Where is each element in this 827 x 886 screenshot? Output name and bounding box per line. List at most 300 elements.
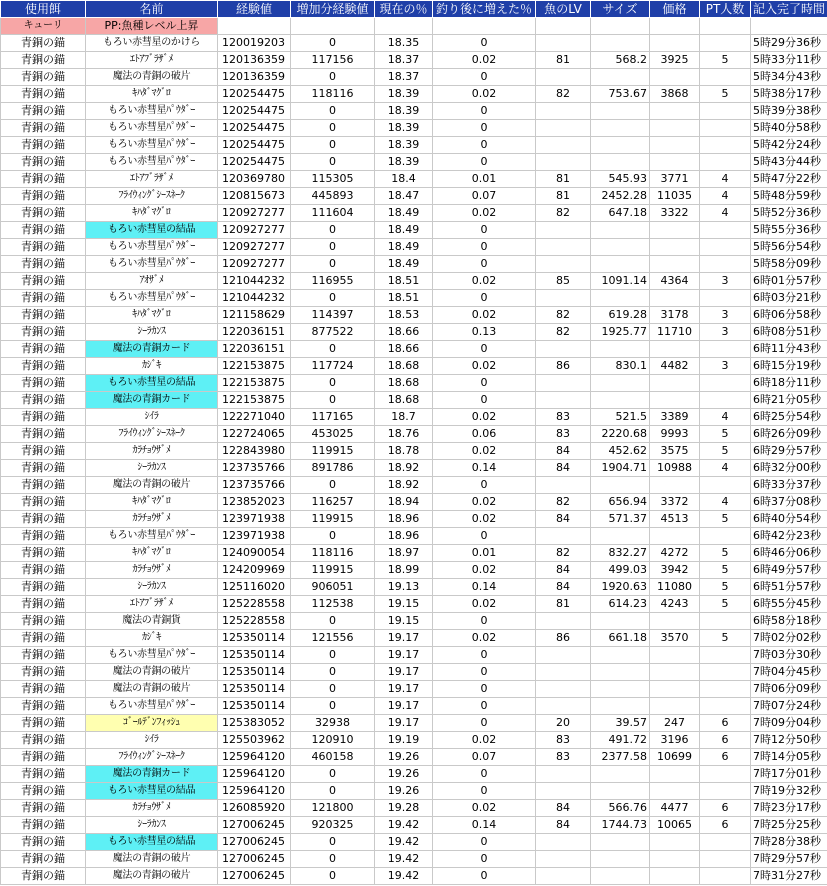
cell-gain[interactable]: 0 bbox=[291, 647, 375, 664]
cell-current-pct[interactable]: 18.37 bbox=[375, 69, 433, 86]
cell-pt-count[interactable] bbox=[700, 375, 751, 392]
cell-size[interactable]: 568.2 bbox=[591, 52, 650, 69]
cell-gain[interactable]: 0 bbox=[291, 477, 375, 494]
cell-fish-lv[interactable]: 82 bbox=[536, 324, 591, 341]
cell-bait[interactable]: 青銅の錨 bbox=[1, 358, 86, 375]
cell-time[interactable]: 5時58分09秒 bbox=[751, 256, 827, 273]
header-price[interactable]: 価格 bbox=[650, 1, 700, 18]
cell-size[interactable] bbox=[591, 103, 650, 120]
cell-name[interactable]: ﾌﾗｲｳｨﾝｸﾞｼｰｽﾈｰｸ bbox=[86, 749, 218, 766]
cell-increase-pct[interactable]: 0 bbox=[433, 477, 536, 494]
cell-time[interactable]: 5時38分17秒 bbox=[751, 86, 827, 103]
cell-current-pct[interactable]: 19.28 bbox=[375, 800, 433, 817]
cell-pt-count[interactable]: 5 bbox=[700, 545, 751, 562]
cell-bait[interactable]: 青銅の錨 bbox=[1, 664, 86, 681]
cell-pt-count[interactable] bbox=[700, 69, 751, 86]
cell-fish-lv[interactable] bbox=[536, 783, 591, 800]
cell-pt-count[interactable]: 4 bbox=[700, 494, 751, 511]
cell-increase-pct[interactable]: 0 bbox=[433, 834, 536, 851]
cell-bait[interactable]: 青銅の錨 bbox=[1, 324, 86, 341]
cell-exp[interactable]: 121044232 bbox=[218, 290, 291, 307]
cell-name[interactable]: もろい赤彗星ﾊﾟｳﾀﾞｰ bbox=[86, 103, 218, 120]
cell-gain[interactable]: 0 bbox=[291, 103, 375, 120]
cell-current-pct[interactable]: 18.92 bbox=[375, 477, 433, 494]
cell-current-pct[interactable]: 19.26 bbox=[375, 766, 433, 783]
cell-increase-pct[interactable]: 0.02 bbox=[433, 52, 536, 69]
cell-fish-lv[interactable]: 83 bbox=[536, 749, 591, 766]
cell-size[interactable]: 452.62 bbox=[591, 443, 650, 460]
cell-exp[interactable]: 125964120 bbox=[218, 766, 291, 783]
cell-fish-lv[interactable]: 82 bbox=[536, 307, 591, 324]
cell-increase-pct[interactable]: 0.02 bbox=[433, 409, 536, 426]
cell-pt-count[interactable] bbox=[700, 477, 751, 494]
cell-time[interactable]: 7時25分25秒 bbox=[751, 817, 827, 834]
cell-fish-lv[interactable] bbox=[536, 647, 591, 664]
cell-name[interactable]: ｷﾊﾀﾞﾏｸﾞﾛ bbox=[86, 307, 218, 324]
table-cell[interactable] bbox=[591, 18, 650, 35]
cell-gain[interactable]: 116257 bbox=[291, 494, 375, 511]
cell-pt-count[interactable]: 6 bbox=[700, 800, 751, 817]
cell-name[interactable]: 魔法の青銅の破片 bbox=[86, 681, 218, 698]
cell-size[interactable]: 545.93 bbox=[591, 171, 650, 188]
cell-increase-pct[interactable]: 0.14 bbox=[433, 579, 536, 596]
header-size[interactable]: サイズ bbox=[591, 1, 650, 18]
cell-gain[interactable]: 891786 bbox=[291, 460, 375, 477]
cell-time[interactable]: 5時52分36秒 bbox=[751, 205, 827, 222]
cell-time[interactable]: 5時48分59秒 bbox=[751, 188, 827, 205]
cell-gain[interactable]: 0 bbox=[291, 783, 375, 800]
table-cell[interactable] bbox=[536, 18, 591, 35]
cell-fish-lv[interactable] bbox=[536, 222, 591, 239]
cell-fish-lv[interactable]: 84 bbox=[536, 817, 591, 834]
cell-price[interactable]: 3868 bbox=[650, 86, 700, 103]
cell-pt-count[interactable] bbox=[700, 766, 751, 783]
cell-time[interactable]: 5時34分43秒 bbox=[751, 69, 827, 86]
cell-gain[interactable]: 0 bbox=[291, 290, 375, 307]
cell-gain[interactable]: 0 bbox=[291, 664, 375, 681]
table-cell[interactable] bbox=[433, 18, 536, 35]
cell-name[interactable]: ｼｲﾗ bbox=[86, 732, 218, 749]
cell-current-pct[interactable]: 19.42 bbox=[375, 851, 433, 868]
cell-time[interactable]: 6時21分05秒 bbox=[751, 392, 827, 409]
cell-pt-count[interactable]: 5 bbox=[700, 630, 751, 647]
header-time[interactable]: 記入完了時間 bbox=[751, 1, 827, 18]
cell-current-pct[interactable]: 19.19 bbox=[375, 732, 433, 749]
cell-exp[interactable]: 123971938 bbox=[218, 511, 291, 528]
cell-bait[interactable]: 青銅の錨 bbox=[1, 443, 86, 460]
cell-price[interactable]: 11080 bbox=[650, 579, 700, 596]
cell-name[interactable]: ｼｰﾗｶﾝｽ bbox=[86, 324, 218, 341]
cell-time[interactable]: 6時33分37秒 bbox=[751, 477, 827, 494]
cell-price[interactable] bbox=[650, 256, 700, 273]
cell-current-pct[interactable]: 18.49 bbox=[375, 239, 433, 256]
cell-gain[interactable]: 0 bbox=[291, 120, 375, 137]
cell-time[interactable]: 6時55分45秒 bbox=[751, 596, 827, 613]
cell-price[interactable]: 10699 bbox=[650, 749, 700, 766]
cell-gain[interactable]: 121556 bbox=[291, 630, 375, 647]
cell-exp[interactable]: 124209969 bbox=[218, 562, 291, 579]
cell-price[interactable] bbox=[650, 392, 700, 409]
cell-pt-count[interactable]: 4 bbox=[700, 460, 751, 477]
cell-fish-lv[interactable]: 20 bbox=[536, 715, 591, 732]
cell-gain[interactable]: 114397 bbox=[291, 307, 375, 324]
cell-current-pct[interactable]: 18.4 bbox=[375, 171, 433, 188]
cell-price[interactable] bbox=[650, 120, 700, 137]
cell-current-pct[interactable]: 19.17 bbox=[375, 698, 433, 715]
cell-fish-lv[interactable]: 84 bbox=[536, 562, 591, 579]
cell-fish-lv[interactable]: 82 bbox=[536, 205, 591, 222]
cell-exp[interactable]: 120136359 bbox=[218, 52, 291, 69]
cell-current-pct[interactable]: 18.51 bbox=[375, 273, 433, 290]
cell-bait[interactable]: 青銅の錨 bbox=[1, 494, 86, 511]
cell-name[interactable]: ｶﾗﾁｮｳｻﾞﾒ bbox=[86, 511, 218, 528]
cell-bait[interactable]: 青銅の錨 bbox=[1, 630, 86, 647]
cell-pt-count[interactable]: 5 bbox=[700, 52, 751, 69]
cell-time[interactable]: 6時08分51秒 bbox=[751, 324, 827, 341]
cell-name[interactable]: もろい赤彗星ﾊﾟｳﾀﾞｰ bbox=[86, 698, 218, 715]
cell-exp[interactable]: 123735766 bbox=[218, 460, 291, 477]
cell-name[interactable]: もろい赤彗星ﾊﾟｳﾀﾞｰ bbox=[86, 256, 218, 273]
cell-time[interactable]: 5時39分38秒 bbox=[751, 103, 827, 120]
cell-exp[interactable]: 125350114 bbox=[218, 664, 291, 681]
cell-fish-lv[interactable] bbox=[536, 766, 591, 783]
cell-current-pct[interactable]: 18.49 bbox=[375, 222, 433, 239]
cell-exp[interactable]: 120019203 bbox=[218, 35, 291, 52]
cell-increase-pct[interactable]: 0 bbox=[433, 222, 536, 239]
cell-exp[interactable]: 120254475 bbox=[218, 137, 291, 154]
cell-name[interactable]: ｴﾄｱﾌﾞﾗｻﾞﾒ bbox=[86, 596, 218, 613]
cell-bait[interactable]: 青銅の錨 bbox=[1, 681, 86, 698]
cell-time[interactable]: 6時49分57秒 bbox=[751, 562, 827, 579]
cell-time[interactable]: 6時51分57秒 bbox=[751, 579, 827, 596]
cell-price[interactable]: 3389 bbox=[650, 409, 700, 426]
cell-name[interactable]: ｱｵｻﾞﾒ bbox=[86, 273, 218, 290]
cell-current-pct[interactable]: 18.47 bbox=[375, 188, 433, 205]
cell-current-pct[interactable]: 19.17 bbox=[375, 681, 433, 698]
cell-gain[interactable]: 0 bbox=[291, 69, 375, 86]
cell-exp[interactable]: 125350114 bbox=[218, 698, 291, 715]
cell-name[interactable]: もろい赤彗星の結晶 bbox=[86, 375, 218, 392]
cell-fish-lv[interactable] bbox=[536, 69, 591, 86]
cell-bait[interactable]: 青銅の錨 bbox=[1, 528, 86, 545]
cell-time[interactable]: 7時07分24秒 bbox=[751, 698, 827, 715]
cell-name[interactable]: 魔法の青銅カード bbox=[86, 392, 218, 409]
cell-pt-count[interactable] bbox=[700, 256, 751, 273]
cell-gain[interactable]: 117724 bbox=[291, 358, 375, 375]
cell-size[interactable] bbox=[591, 69, 650, 86]
cell-time[interactable]: 7時31分27秒 bbox=[751, 868, 827, 885]
cell-current-pct[interactable]: 19.26 bbox=[375, 783, 433, 800]
cell-size[interactable] bbox=[591, 698, 650, 715]
cell-time[interactable]: 6時25分54秒 bbox=[751, 409, 827, 426]
cell-exp[interactable]: 120369780 bbox=[218, 171, 291, 188]
cell-increase-pct[interactable]: 0.02 bbox=[433, 494, 536, 511]
cell-size[interactable] bbox=[591, 477, 650, 494]
cell-gain[interactable]: 0 bbox=[291, 35, 375, 52]
cell-exp[interactable]: 123735766 bbox=[218, 477, 291, 494]
cell-current-pct[interactable]: 19.13 bbox=[375, 579, 433, 596]
cell-name[interactable]: ｼｰﾗｶﾝｽ bbox=[86, 817, 218, 834]
cell-current-pct[interactable]: 18.66 bbox=[375, 341, 433, 358]
cell-exp[interactable]: 124090054 bbox=[218, 545, 291, 562]
cell-current-pct[interactable]: 18.51 bbox=[375, 290, 433, 307]
cell-exp[interactable]: 122153875 bbox=[218, 358, 291, 375]
cell-bait[interactable]: 青銅の錨 bbox=[1, 290, 86, 307]
cell-fish-lv[interactable] bbox=[536, 477, 591, 494]
cell-gain[interactable]: 116955 bbox=[291, 273, 375, 290]
cell-fish-lv[interactable]: 86 bbox=[536, 358, 591, 375]
cell-time[interactable]: 7時28分38秒 bbox=[751, 834, 827, 851]
cell-name[interactable]: もろい赤彗星のかけら bbox=[86, 35, 218, 52]
cell-exp[interactable]: 121044232 bbox=[218, 273, 291, 290]
cell-bait[interactable]: 青銅の錨 bbox=[1, 868, 86, 885]
cell-price[interactable]: 247 bbox=[650, 715, 700, 732]
cell-time[interactable]: 6時37分08秒 bbox=[751, 494, 827, 511]
cell-name[interactable]: ｷﾊﾀﾞﾏｸﾞﾛ bbox=[86, 545, 218, 562]
cell-exp[interactable]: 125350114 bbox=[218, 630, 291, 647]
cell-fish-lv[interactable] bbox=[536, 664, 591, 681]
cell-price[interactable] bbox=[650, 341, 700, 358]
cell-fish-lv[interactable] bbox=[536, 290, 591, 307]
cell-bait[interactable]: 青銅の錨 bbox=[1, 239, 86, 256]
cell-name[interactable]: もろい赤彗星ﾊﾟｳﾀﾞｰ bbox=[86, 154, 218, 171]
cell-pt-count[interactable] bbox=[700, 664, 751, 681]
cell-size[interactable] bbox=[591, 154, 650, 171]
cell-pt-count[interactable] bbox=[700, 783, 751, 800]
cell-time[interactable]: 7時03分30秒 bbox=[751, 647, 827, 664]
cell-price[interactable]: 3372 bbox=[650, 494, 700, 511]
cell-size[interactable] bbox=[591, 647, 650, 664]
cell-fish-lv[interactable]: 84 bbox=[536, 443, 591, 460]
cell-bait[interactable]: 青銅の錨 bbox=[1, 579, 86, 596]
cell-pt-count[interactable]: 5 bbox=[700, 579, 751, 596]
cell-price[interactable] bbox=[650, 766, 700, 783]
cell-price[interactable] bbox=[650, 613, 700, 630]
cell-name[interactable]: ﾌﾗｲｳｨﾝｸﾞｼｰｽﾈｰｸ bbox=[86, 188, 218, 205]
cell-pt-count[interactable]: 5 bbox=[700, 562, 751, 579]
cell-size[interactable]: 614.23 bbox=[591, 596, 650, 613]
cell-size[interactable]: 2377.58 bbox=[591, 749, 650, 766]
cell-size[interactable] bbox=[591, 290, 650, 307]
cell-price[interactable]: 3925 bbox=[650, 52, 700, 69]
cell-size[interactable]: 832.27 bbox=[591, 545, 650, 562]
cell-bait[interactable]: 青銅の錨 bbox=[1, 171, 86, 188]
cell-bait[interactable]: 青銅の錨 bbox=[1, 205, 86, 222]
cell-price[interactable] bbox=[650, 698, 700, 715]
cell-pt-count[interactable]: 3 bbox=[700, 324, 751, 341]
cell-price[interactable] bbox=[650, 154, 700, 171]
cell-price[interactable]: 4482 bbox=[650, 358, 700, 375]
cell-increase-pct[interactable]: 0.01 bbox=[433, 545, 536, 562]
cell-current-pct[interactable]: 18.68 bbox=[375, 358, 433, 375]
cell-fish-lv[interactable] bbox=[536, 35, 591, 52]
cell-pt-count[interactable]: 5 bbox=[700, 443, 751, 460]
cell-size[interactable] bbox=[591, 613, 650, 630]
cell-fish-lv[interactable] bbox=[536, 698, 591, 715]
cell-time[interactable]: 5時47分22秒 bbox=[751, 171, 827, 188]
cell-size[interactable] bbox=[591, 392, 650, 409]
cell-increase-pct[interactable]: 0.02 bbox=[433, 273, 536, 290]
cell-increase-pct[interactable]: 0 bbox=[433, 35, 536, 52]
cell-price[interactable] bbox=[650, 834, 700, 851]
cell-gain[interactable]: 119915 bbox=[291, 511, 375, 528]
cell-gain[interactable]: 0 bbox=[291, 528, 375, 545]
cell-name[interactable]: もろい赤彗星ﾊﾟｳﾀﾞｰ bbox=[86, 120, 218, 137]
cell-size[interactable] bbox=[591, 783, 650, 800]
cell-increase-pct[interactable]: 0.02 bbox=[433, 511, 536, 528]
cell-bait[interactable]: 青銅の錨 bbox=[1, 188, 86, 205]
cell-price[interactable] bbox=[650, 868, 700, 885]
cell-exp[interactable]: 125964120 bbox=[218, 783, 291, 800]
cell-bait[interactable]: 青銅の錨 bbox=[1, 698, 86, 715]
cell-exp[interactable]: 125228558 bbox=[218, 596, 291, 613]
cell-pt-count[interactable]: 4 bbox=[700, 205, 751, 222]
cell-gain[interactable]: 117165 bbox=[291, 409, 375, 426]
cell-exp[interactable]: 127006245 bbox=[218, 868, 291, 885]
cell-bait[interactable]: 青銅の錨 bbox=[1, 86, 86, 103]
cell-fish-lv[interactable]: 86 bbox=[536, 630, 591, 647]
cell-size[interactable] bbox=[591, 851, 650, 868]
cell-size[interactable] bbox=[591, 256, 650, 273]
cell-increase-pct[interactable]: 0 bbox=[433, 137, 536, 154]
cell-fish-lv[interactable]: 85 bbox=[536, 273, 591, 290]
cell-increase-pct[interactable]: 0.02 bbox=[433, 358, 536, 375]
cell-increase-pct[interactable]: 0.07 bbox=[433, 188, 536, 205]
cell-exp[interactable]: 120815673 bbox=[218, 188, 291, 205]
cell-time[interactable]: 7時09分04秒 bbox=[751, 715, 827, 732]
cell-size[interactable] bbox=[591, 120, 650, 137]
cell-increase-pct[interactable]: 0 bbox=[433, 681, 536, 698]
cell-fish-lv[interactable] bbox=[536, 681, 591, 698]
cell-gain[interactable]: 0 bbox=[291, 613, 375, 630]
cell-name[interactable]: もろい赤彗星ﾊﾟｳﾀﾞｰ bbox=[86, 290, 218, 307]
cell-fish-lv[interactable]: 84 bbox=[536, 460, 591, 477]
cell-time[interactable]: 5時56分54秒 bbox=[751, 239, 827, 256]
cell-current-pct[interactable]: 18.78 bbox=[375, 443, 433, 460]
cell-size[interactable]: 1091.14 bbox=[591, 273, 650, 290]
cell-time[interactable]: 5時40分58秒 bbox=[751, 120, 827, 137]
cell-gain[interactable]: 920325 bbox=[291, 817, 375, 834]
cell-fish-lv[interactable]: 82 bbox=[536, 494, 591, 511]
cell-price[interactable] bbox=[650, 103, 700, 120]
cell-price[interactable]: 11710 bbox=[650, 324, 700, 341]
cell-current-pct[interactable]: 18.53 bbox=[375, 307, 433, 324]
cell-increase-pct[interactable]: 0 bbox=[433, 698, 536, 715]
header-name[interactable]: 名前 bbox=[86, 1, 218, 18]
cell-bait[interactable]: 青銅の錨 bbox=[1, 426, 86, 443]
cell-current-pct[interactable]: 18.68 bbox=[375, 392, 433, 409]
cell-bait[interactable]: 青銅の錨 bbox=[1, 69, 86, 86]
cell-fish-lv[interactable] bbox=[536, 103, 591, 120]
cell-name[interactable]: ｺﾞｰﾙﾃﾞﾝﾌｨｯｼｭ bbox=[86, 715, 218, 732]
cell-increase-pct[interactable]: 0 bbox=[433, 341, 536, 358]
cell-size[interactable]: 499.03 bbox=[591, 562, 650, 579]
cell-size[interactable] bbox=[591, 868, 650, 885]
cell-pt-count[interactable]: 5 bbox=[700, 426, 751, 443]
cell-size[interactable]: 619.28 bbox=[591, 307, 650, 324]
cell-pt-count[interactable]: 6 bbox=[700, 732, 751, 749]
cell-exp[interactable]: 120927277 bbox=[218, 222, 291, 239]
cell-time[interactable]: 6時18分11秒 bbox=[751, 375, 827, 392]
cell-fish-lv[interactable] bbox=[536, 613, 591, 630]
cell-exp[interactable]: 120254475 bbox=[218, 86, 291, 103]
cell-name[interactable]: もろい赤彗星ﾊﾟｳﾀﾞｰ bbox=[86, 647, 218, 664]
cell-time[interactable]: 7時02分02秒 bbox=[751, 630, 827, 647]
cell-current-pct[interactable]: 18.92 bbox=[375, 460, 433, 477]
cell-size[interactable]: 39.57 bbox=[591, 715, 650, 732]
cell-current-pct[interactable]: 18.49 bbox=[375, 256, 433, 273]
cell-increase-pct[interactable]: 0 bbox=[433, 103, 536, 120]
cell-time[interactable]: 6時06分58秒 bbox=[751, 307, 827, 324]
cell-time[interactable]: 5時43分44秒 bbox=[751, 154, 827, 171]
cell-pt-count[interactable] bbox=[700, 613, 751, 630]
cell-price[interactable] bbox=[650, 69, 700, 86]
cell-pt-count[interactable]: 3 bbox=[700, 307, 751, 324]
cell-pt-count[interactable] bbox=[700, 834, 751, 851]
cell-time[interactable]: 6時15分19秒 bbox=[751, 358, 827, 375]
cell-name[interactable]: ｷﾊﾀﾞﾏｸﾞﾛ bbox=[86, 494, 218, 511]
cell-name[interactable]: ｷﾊﾀﾞﾏｸﾞﾛ bbox=[86, 205, 218, 222]
cell-fish-lv[interactable] bbox=[536, 120, 591, 137]
cell-current-pct[interactable]: 19.15 bbox=[375, 613, 433, 630]
cell-gain[interactable]: 112538 bbox=[291, 596, 375, 613]
cell-size[interactable]: 1920.63 bbox=[591, 579, 650, 596]
cell-fish-lv[interactable] bbox=[536, 851, 591, 868]
cell-price[interactable] bbox=[650, 239, 700, 256]
cell-fish-lv[interactable] bbox=[536, 834, 591, 851]
cell-increase-pct[interactable]: 0.02 bbox=[433, 562, 536, 579]
cell-increase-pct[interactable]: 0 bbox=[433, 69, 536, 86]
cell-bait[interactable]: 青銅の錨 bbox=[1, 375, 86, 392]
cell-pt-count[interactable] bbox=[700, 341, 751, 358]
cell-time[interactable]: 7時06分09秒 bbox=[751, 681, 827, 698]
cell-current-pct[interactable]: 18.39 bbox=[375, 154, 433, 171]
note-text[interactable]: PP:魚種レベル上昇 bbox=[86, 18, 218, 35]
cell-fish-lv[interactable]: 83 bbox=[536, 426, 591, 443]
cell-size[interactable]: 1904.71 bbox=[591, 460, 650, 477]
cell-size[interactable] bbox=[591, 341, 650, 358]
cell-pt-count[interactable] bbox=[700, 222, 751, 239]
cell-pt-count[interactable]: 6 bbox=[700, 817, 751, 834]
cell-fish-lv[interactable] bbox=[536, 341, 591, 358]
cell-pt-count[interactable] bbox=[700, 698, 751, 715]
cell-name[interactable]: ｼｰﾗｶﾝｽ bbox=[86, 579, 218, 596]
cell-gain[interactable]: 0 bbox=[291, 154, 375, 171]
cell-price[interactable]: 9993 bbox=[650, 426, 700, 443]
cell-bait[interactable]: 青銅の錨 bbox=[1, 477, 86, 494]
cell-price[interactable]: 10065 bbox=[650, 817, 700, 834]
cell-fish-lv[interactable] bbox=[536, 239, 591, 256]
cell-increase-pct[interactable]: 0 bbox=[433, 647, 536, 664]
cell-bait[interactable]: 青銅の錨 bbox=[1, 307, 86, 324]
cell-pt-count[interactable] bbox=[700, 647, 751, 664]
cell-price[interactable] bbox=[650, 35, 700, 52]
cell-pt-count[interactable]: 3 bbox=[700, 358, 751, 375]
cell-fish-lv[interactable]: 83 bbox=[536, 409, 591, 426]
cell-gain[interactable]: 121800 bbox=[291, 800, 375, 817]
cell-name[interactable]: 魔法の青銅の破片 bbox=[86, 664, 218, 681]
cell-size[interactable]: 753.67 bbox=[591, 86, 650, 103]
cell-bait[interactable]: 青銅の錨 bbox=[1, 851, 86, 868]
cell-increase-pct[interactable]: 0.13 bbox=[433, 324, 536, 341]
cell-bait[interactable]: 青銅の錨 bbox=[1, 596, 86, 613]
cell-bait[interactable]: 青銅の錨 bbox=[1, 120, 86, 137]
cell-gain[interactable]: 445893 bbox=[291, 188, 375, 205]
cell-current-pct[interactable]: 19.17 bbox=[375, 715, 433, 732]
cell-exp[interactable]: 122724065 bbox=[218, 426, 291, 443]
cell-bait[interactable]: 青銅の錨 bbox=[1, 35, 86, 52]
cell-current-pct[interactable]: 19.17 bbox=[375, 664, 433, 681]
